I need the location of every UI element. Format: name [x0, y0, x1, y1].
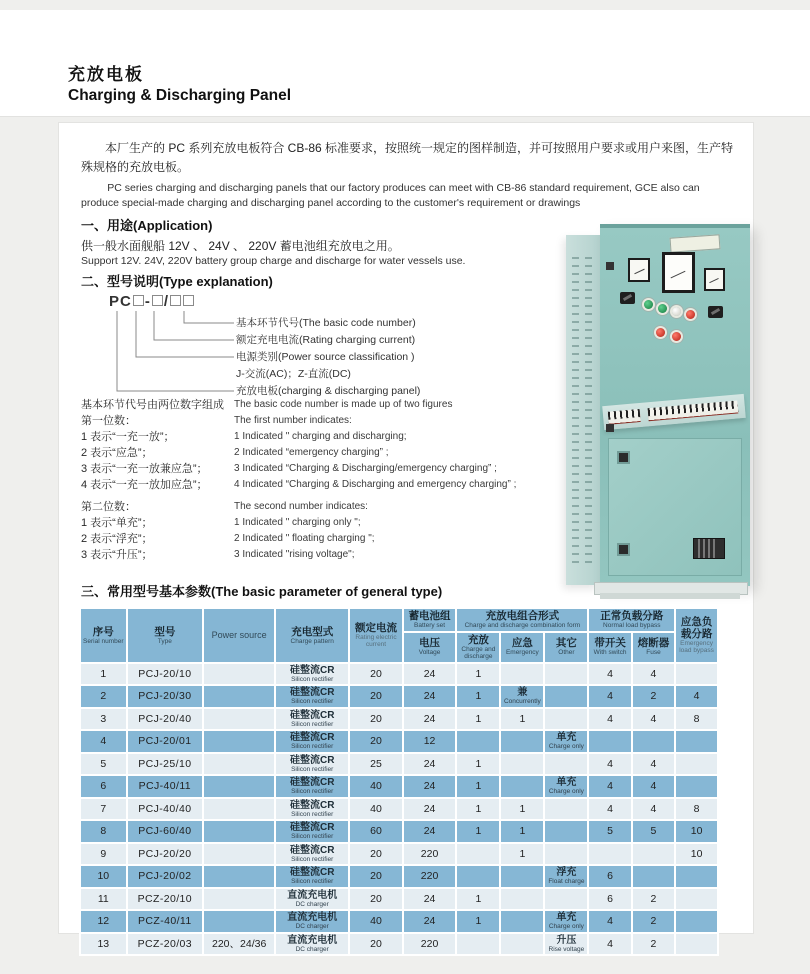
- second-number-en-column: [234, 499, 604, 563]
- table-cell: 8: [675, 708, 718, 731]
- rule-line: 1 表示“一充一放”；: [81, 431, 175, 443]
- diagram-label: 基本环节代号(The basic code number): [236, 317, 416, 329]
- rule-line: The second number indicates:: [234, 501, 368, 512]
- application-text-en: Support 12V. 24V, 220V battery group charge and discharge for water vessels use.: [81, 255, 466, 267]
- table-cell: 24: [403, 685, 457, 708]
- diagram-label: 充放电板(charging & discharging panel): [236, 385, 421, 397]
- diagram-label: 电源类别(Power source classification ): [236, 351, 415, 363]
- rotary-switch: [620, 292, 635, 304]
- table-cell: [588, 730, 631, 753]
- rule-line: 2 表示“浮充”；: [81, 533, 153, 545]
- table-cell: [203, 843, 275, 866]
- table-cell: 4: [632, 775, 675, 798]
- col-battery-set: [403, 608, 457, 632]
- content-card: [58, 122, 754, 953]
- table-cell: 硅整流CR Silicon rectifier: [275, 663, 349, 686]
- rule-line: 4 表示“一充一放加应急”；: [81, 479, 208, 491]
- table-cell: 24: [403, 753, 457, 776]
- cabinet-front: [600, 224, 750, 586]
- table-cell: 220: [403, 843, 457, 866]
- table-cell: [675, 730, 718, 753]
- table-cell: 2: [632, 910, 675, 933]
- table-cell: 12: [403, 730, 457, 753]
- header-label-en: Charge and discharge combination form: [464, 622, 581, 629]
- table-cell: 220: [403, 865, 457, 888]
- header-label-zh: 额定电流: [354, 621, 397, 634]
- table-cell: [632, 843, 675, 866]
- rule-line: 2 表示“应急”；: [81, 447, 153, 459]
- table-cell: [544, 798, 588, 821]
- table-cell: 24: [403, 798, 457, 821]
- table-cell: [500, 663, 544, 686]
- code-prefix: PC: [109, 293, 132, 310]
- table-cell: [675, 865, 718, 888]
- table-cell: 10: [80, 865, 127, 888]
- table-cell: 7: [80, 798, 127, 821]
- table-cell: 4: [588, 910, 631, 933]
- table-cell: 升压 Rise voltage: [544, 933, 588, 956]
- table-cell: 4: [632, 753, 675, 776]
- diagram-label: J-交流(AC)；Z-直流(DC): [236, 368, 351, 380]
- col-type: [127, 608, 204, 663]
- table-cell: 4: [675, 685, 718, 708]
- product-photo: [566, 219, 754, 601]
- table-row: [80, 730, 718, 753]
- intro-paragraph-en: PC series charging and discharging panels that our factory produces can meet with CB-86 standard requirement, GCE also can produce special-made charging and discharging panel according to the customer's requirement or drawings: [81, 182, 700, 209]
- table-cell: 直流充电机 DC charger: [275, 933, 349, 956]
- table-cell: [203, 730, 275, 753]
- header-row-1: [80, 608, 718, 632]
- table-cell: [500, 933, 544, 956]
- table-cell: [675, 910, 718, 933]
- table-row: [80, 798, 718, 821]
- table-cell: 10: [675, 843, 718, 866]
- table-cell: 4: [588, 753, 631, 776]
- first-number-en-column: [234, 397, 604, 493]
- header-label-zh: 充放: [467, 633, 489, 646]
- table-row: [80, 775, 718, 798]
- rule-line: 基本环节代号由两位数字组成: [81, 399, 224, 411]
- table-cell: [500, 753, 544, 776]
- table-cell: [456, 843, 500, 866]
- table-cell: [544, 888, 588, 911]
- table-cell: [203, 753, 275, 776]
- table-cell: [544, 843, 588, 866]
- table-cell: 8: [80, 820, 127, 843]
- table-cell: 4: [80, 730, 127, 753]
- header-label-zh: 应急: [511, 637, 533, 650]
- breaker-strip: [602, 394, 746, 430]
- col-power-source: [203, 608, 275, 663]
- table-cell: PCJ-60/40: [127, 820, 204, 843]
- table-cell: 4: [588, 663, 631, 686]
- table-cell: 硅整流CR Silicon rectifier: [275, 798, 349, 821]
- table-cell: [544, 708, 588, 731]
- table-cell: 1: [456, 820, 500, 843]
- table-cell: [632, 730, 675, 753]
- table-cell: [203, 685, 275, 708]
- second-number-zh-column: [81, 499, 233, 563]
- table-cell: PCZ-20/10: [127, 888, 204, 911]
- code-box: [170, 295, 181, 306]
- col-voltage: [403, 632, 457, 663]
- table-cell: 5: [588, 820, 631, 843]
- table-row: [80, 933, 718, 956]
- table-cell: 1: [456, 910, 500, 933]
- table-cell: 1: [500, 798, 544, 821]
- table-cell: [675, 888, 718, 911]
- table-row: [80, 910, 718, 933]
- indicator-button-green: [658, 304, 667, 313]
- table-cell: 直流充电机 DC charger: [275, 910, 349, 933]
- rule-line: 3 Indicated “Charging & Discharging/emergency charging” ;: [234, 463, 497, 474]
- rule-line: 1 表示“单充”；: [81, 517, 153, 529]
- rule-line: 2 Indicated “emergency charging” ;: [234, 447, 389, 458]
- indicator-button-red: [686, 310, 695, 319]
- table-cell: 兼 Concurrently: [500, 685, 544, 708]
- breaker-group: [608, 409, 641, 424]
- table-cell: [456, 730, 500, 753]
- table-cell: PCJ-20/10: [127, 663, 204, 686]
- page-header: [0, 10, 810, 117]
- header-label-zh: 应急负载分路: [680, 615, 713, 640]
- header-label-zh: 蓄电池组: [408, 610, 451, 622]
- panel-fixture: [606, 262, 614, 270]
- table-cell: [675, 663, 718, 686]
- table-cell: 1: [456, 798, 500, 821]
- header-label-en: Charge pattern: [290, 637, 334, 645]
- type-code: [109, 293, 195, 310]
- header-label-en: Other: [558, 649, 575, 657]
- table-row: [80, 820, 718, 843]
- table-cell: 10: [675, 820, 718, 843]
- table-cell: [544, 820, 588, 843]
- table-cell: 9: [80, 843, 127, 866]
- code-separator: /: [163, 293, 170, 310]
- table-cell: 5: [80, 753, 127, 776]
- type-code-diagram: [109, 293, 549, 405]
- table-cell: 1: [456, 753, 500, 776]
- table-cell: 25: [349, 753, 403, 776]
- header-label-en: Serial number: [83, 637, 124, 645]
- table-cell: [632, 865, 675, 888]
- table-cell: PCJ-20/30: [127, 685, 204, 708]
- page-title-zh: 充放电板: [68, 65, 144, 84]
- table-cell: PCJ-25/10: [127, 753, 204, 776]
- table-cell: [500, 910, 544, 933]
- table-cell: 20: [349, 685, 403, 708]
- table-cell: [203, 775, 275, 798]
- col-serial: [80, 608, 127, 663]
- table-cell: 1: [80, 663, 127, 686]
- table-cell: PCJ-40/11: [127, 775, 204, 798]
- table-row: [80, 843, 718, 866]
- header-label-zh: 熔断器: [637, 637, 670, 650]
- table-cell: 硅整流CR Silicon rectifier: [275, 775, 349, 798]
- header-label-en: Voltage: [418, 649, 441, 657]
- intro-paragraph-zh: 本厂生产的 PC 系列充放电板符合 CB-86 标准要求，按照统一规定的图样制造，并可按照用户要求或用户来图，生产特殊规格的充放电板。: [81, 141, 734, 174]
- header-label-en: Emergency load bypass: [679, 639, 714, 655]
- table-cell: 6: [588, 888, 631, 911]
- table-cell: 1: [500, 820, 544, 843]
- rule-line: 3 表示“升压”；: [81, 549, 153, 561]
- table-cell: 单充 Charge only: [544, 775, 588, 798]
- table-header: [80, 608, 718, 663]
- table-cell: 硅整流CR Silicon rectifier: [275, 708, 349, 731]
- table-cell: PCZ-20/03: [127, 933, 204, 956]
- ammeter: [704, 268, 725, 291]
- col-charge-discharge: [456, 632, 500, 663]
- table-cell: 4: [588, 933, 631, 956]
- table-cell: 20: [349, 865, 403, 888]
- table-row: [80, 865, 718, 888]
- door-lock: [619, 545, 628, 554]
- header-label-zh: 充放电组合形式: [485, 610, 560, 622]
- table-cell: 220: [403, 933, 457, 956]
- table-cell: 6: [80, 775, 127, 798]
- rule-line: 1 Indicated " charging and discharging;: [234, 431, 407, 442]
- table-cell: 20: [349, 888, 403, 911]
- door-lock: [619, 453, 628, 462]
- table-row: [80, 708, 718, 731]
- indicator-button-green: [644, 300, 653, 309]
- table-cell: [456, 865, 500, 888]
- header-label-en: Type: [157, 637, 172, 645]
- col-fuse: [632, 632, 675, 663]
- code-separator: -: [144, 293, 151, 310]
- table-cell: 20: [349, 843, 403, 866]
- rule-line: 2 Indicated " floating charging ";: [234, 533, 375, 544]
- table-cell: [203, 798, 275, 821]
- table-cell: 1: [456, 663, 500, 686]
- rule-line: The basic code number is made up of two figures: [234, 399, 453, 410]
- table-cell: [675, 753, 718, 776]
- indicator-button-white: [672, 307, 681, 316]
- table-cell: 13: [80, 933, 127, 956]
- table-cell: 硅整流CR Silicon rectifier: [275, 685, 349, 708]
- table-cell: 1: [456, 685, 500, 708]
- table-cell: [500, 730, 544, 753]
- table-cell: 直流充电机 DC charger: [275, 888, 349, 911]
- table-cell: 4: [588, 775, 631, 798]
- section-parameters-heading: 三、常用型号基本参数(The basic parameter of general type): [81, 584, 443, 599]
- table-cell: PCZ-40/11: [127, 910, 204, 933]
- header-label-zh: 带开关: [594, 637, 626, 650]
- table-cell: 2: [632, 933, 675, 956]
- table-cell: [456, 933, 500, 956]
- table-cell: 4: [632, 663, 675, 686]
- header-label-en: Emergency: [505, 649, 539, 657]
- param-table-body: [80, 663, 718, 956]
- table-row: [80, 685, 718, 708]
- table-cell: 11: [80, 888, 127, 911]
- table-cell: 4: [632, 708, 675, 731]
- table-cell: 1: [456, 708, 500, 731]
- table-cell: 3: [80, 708, 127, 731]
- table-cell: 4: [588, 685, 631, 708]
- table-cell: [203, 910, 275, 933]
- table-cell: [203, 663, 275, 686]
- header-label-zh: 其它: [555, 637, 577, 650]
- table-cell: 硅整流CR Silicon rectifier: [275, 820, 349, 843]
- table-cell: [588, 843, 631, 866]
- header-label-en: Battery set: [414, 622, 446, 629]
- table-cell: 2: [80, 685, 127, 708]
- col-with-switch: [588, 632, 631, 663]
- col-charge-pattern: [275, 608, 349, 663]
- section-type-heading: 二、型号说明(Type explanation): [81, 274, 273, 289]
- table-cell: 20: [349, 730, 403, 753]
- table-cell: 24: [403, 820, 457, 843]
- header-label-zh: 型号: [154, 625, 176, 638]
- table-cell: 40: [349, 910, 403, 933]
- table-cell: PCJ-40/40: [127, 798, 204, 821]
- col-emergency-bypass: [675, 608, 718, 663]
- indicator-button-red: [656, 328, 665, 337]
- table-cell: 4: [632, 798, 675, 821]
- table-cell: [675, 775, 718, 798]
- table-cell: PCJ-20/20: [127, 843, 204, 866]
- table-cell: 24: [403, 775, 457, 798]
- table-cell: 40: [349, 798, 403, 821]
- code-box: [133, 295, 144, 306]
- breaker-group: [648, 400, 739, 420]
- col-normal-bypass-group: [588, 608, 675, 632]
- col-rated-current: [349, 608, 403, 663]
- table-cell: 8: [675, 798, 718, 821]
- header-label-zh: 正常负载分路: [600, 610, 664, 622]
- table-row: [80, 753, 718, 776]
- rule-line: 3 表示“一充一放兼应急”；: [81, 463, 208, 475]
- nameplate: [693, 538, 725, 559]
- voltmeter: [662, 252, 695, 293]
- rule-line: 第一位数：: [81, 415, 136, 427]
- table-cell: 硅整流CR Silicon rectifier: [275, 753, 349, 776]
- header-label-en: Power source: [211, 630, 267, 641]
- header-label-en: With switch: [593, 649, 627, 657]
- table-cell: 24: [403, 888, 457, 911]
- col-emergency: [500, 632, 544, 663]
- cabinet-side-panel: [566, 235, 600, 585]
- table-cell: 2: [632, 888, 675, 911]
- rule-line: The first number indicates:: [234, 415, 352, 426]
- table-cell: 12: [80, 910, 127, 933]
- table-cell: [544, 663, 588, 686]
- table-cell: 1: [456, 775, 500, 798]
- ammeter: [628, 258, 650, 282]
- table-row: [80, 663, 718, 686]
- application-text-zh: 供一般水面舰船 12V 、 24V 、 220V 蓄电池组充放电之用。: [81, 239, 400, 253]
- header-label-en: Fuse: [646, 649, 661, 657]
- col-combination-group: [456, 608, 588, 632]
- header-label-en: Normal load bypass: [603, 622, 661, 629]
- table-cell: 20: [349, 663, 403, 686]
- code-box: [152, 295, 163, 306]
- table-cell: [203, 820, 275, 843]
- table-cell: 40: [349, 775, 403, 798]
- table-cell: 4: [588, 708, 631, 731]
- table-cell: PCJ-20/40: [127, 708, 204, 731]
- table-cell: 浮充 Float charge: [544, 865, 588, 888]
- table-cell: 5: [632, 820, 675, 843]
- table-cell: PCJ-20/01: [127, 730, 204, 753]
- table-cell: 24: [403, 910, 457, 933]
- header-label-en: Rating electric current: [355, 633, 397, 649]
- table-cell: 1: [456, 888, 500, 911]
- header-label-en: Charge and discharge: [461, 645, 496, 660]
- header-label-zh: 序号: [92, 625, 114, 638]
- first-number-zh-column: [81, 397, 233, 493]
- table-cell: [500, 775, 544, 798]
- table-cell: 硅整流CR Silicon rectifier: [275, 865, 349, 888]
- rule-line: 第二位数：: [81, 501, 136, 513]
- table-cell: [203, 708, 275, 731]
- rule-line: 4 Indicated “Charging & Discharging and emergency charging” ;: [234, 479, 517, 490]
- table-cell: 2: [632, 685, 675, 708]
- table-cell: PCJ-20/02: [127, 865, 204, 888]
- indicator-button-red: [672, 332, 681, 341]
- table-cell: [544, 753, 588, 776]
- parameter-table: [79, 607, 719, 956]
- cabinet-door: [608, 438, 742, 576]
- diagram-label: 额定充电电流(Rating charging current): [236, 334, 416, 346]
- table-cell: 4: [588, 798, 631, 821]
- table-cell: [500, 865, 544, 888]
- table-cell: 单充 Charge only: [544, 730, 588, 753]
- label-plate: [670, 234, 721, 252]
- header-label-zh: 电压: [419, 637, 441, 650]
- panel-fixture: [606, 424, 614, 432]
- table-cell: [675, 933, 718, 956]
- table-cell: 1: [500, 708, 544, 731]
- table-cell: [203, 888, 275, 911]
- rule-line: 3 Indicated "rising voltage";: [234, 549, 355, 560]
- code-box: [183, 295, 194, 306]
- table-cell: 1: [500, 843, 544, 866]
- col-other: [544, 632, 588, 663]
- table-cell: 硅整流CR Silicon rectifier: [275, 730, 349, 753]
- section-application-heading: 一、用途(Application): [81, 218, 213, 233]
- table-cell: [500, 888, 544, 911]
- table-cell: 24: [403, 708, 457, 731]
- table-cell: [203, 865, 275, 888]
- table-cell: 单充 Charge only: [544, 910, 588, 933]
- rule-line: 1 Indicated " charging only ";: [234, 517, 361, 528]
- table-cell: 20: [349, 708, 403, 731]
- table-cell: 6: [588, 865, 631, 888]
- cabinet-base: [600, 593, 740, 599]
- table-cell: 20: [349, 933, 403, 956]
- table-cell: 硅整流CR Silicon rectifier: [275, 843, 349, 866]
- table-cell: [544, 685, 588, 708]
- page-title-en: Charging & Discharging Panel: [68, 87, 292, 104]
- header-label-zh: 充电型式: [291, 625, 334, 638]
- table-cell: 60: [349, 820, 403, 843]
- table-cell: 24: [403, 663, 457, 686]
- table-row: [80, 888, 718, 911]
- rotary-switch: [708, 306, 723, 318]
- table-cell: 220、24/36: [203, 933, 275, 956]
